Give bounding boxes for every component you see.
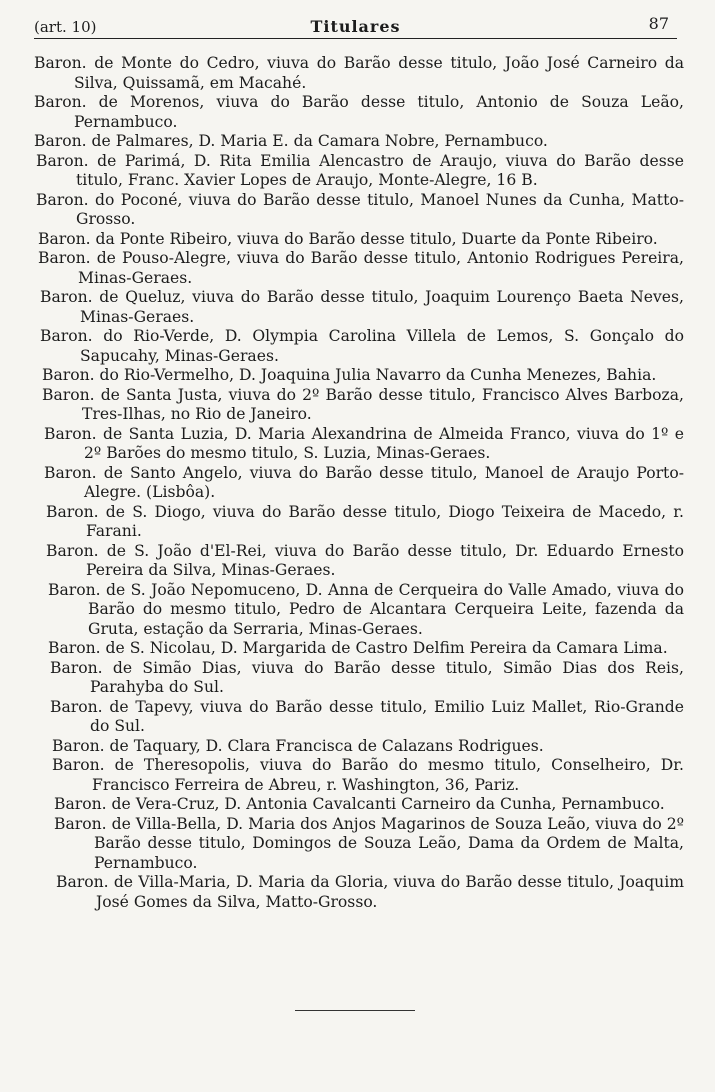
list-item: Baron. de S. João Nepomuceno, D. Anna de Cerqueira do Valle Amado, viuva do Barão do mesmo titulo, Pedro de Alcantara Cerqueira Leite, fazenda da Gruta, estação da Serraria, Minas-Geraes. — [48, 580, 684, 638]
list-item: Baron. de Taquary, D. Clara Francisca de Calazans Rodrigues. — [52, 736, 544, 755]
list-item: Baron. de Vera-Cruz, D. Antonia Cavalcanti Carneiro da Cunha, Pernambuco. — [54, 795, 665, 813]
list-item: Baron. de S. Nicolau, D. Margarida de Castro Delfim Pereira da Camara Lima. — [48, 639, 668, 657]
entry-list — [34, 54, 684, 912]
page-header — [34, 14, 677, 39]
page-title: Titulares — [310, 17, 401, 36]
page-number: 87 — [648, 14, 669, 33]
list-item: Baron. de Simão Dias, viuva do Barão desse titulo, Simão Dias dos Reis, Parahyba do Sul. — [50, 658, 684, 696]
list-item: Baron. de S. Diogo, viuva do Barão desse titulo, Diogo Teixeira de Macedo, r. Farani. — [46, 502, 684, 540]
section-label: (art. 10) — [34, 18, 97, 36]
list-item: Baron. de Queluz, viuva do Barão desse titulo, Joaquim Lourenço Baeta Neves, Minas-Geraes. — [40, 288, 684, 326]
list-item: Baron. de Tapevy, viuva do Barão desse titulo, Emilio Luiz Mallet, Rio-Grande do Sul. — [50, 697, 684, 735]
list-item: Baron. de Santo Angelo, viuva do Barão desse titulo, Manoel de Araujo Porto-Alegre. (Lisbôa). — [44, 463, 684, 501]
list-item: Baron. do Rio-Verde, D. Olympia Carolina Villela de Lemos, S. Gonçalo do Sapucahy, Minas-Geraes. — [40, 327, 684, 365]
list-item: Baron. de Parimá, D. Rita Emilia Alencastro de Araujo, viuva do Barão desse titulo, Franc. Xavier Lopes de Araujo, Monte-Alegre, 16 B. — [36, 151, 684, 189]
list-item: Baron. de Palmares, D. Maria E. da Camara Nobre, Pernambuco. — [34, 132, 548, 150]
list-item: Baron. de Villa-Bella, D. Maria dos Anjos Magarinos de Souza Leão, viuva do 2º Barão desse titulo, Domingos de Souza Leão, Dama da Ordem de Malta, Pernambuco. — [54, 814, 684, 872]
list-item: Baron. de Pouso-Alegre, viuva do Barão desse titulo, Antonio Rodrigues Pereira, Minas-Geraes. — [38, 249, 684, 287]
end-rule — [295, 1010, 415, 1011]
list-item: Baron. do Rio-Vermelho, D. Joaquina Julia Navarro da Cunha Menezes, Bahia. — [42, 366, 657, 384]
list-item: Baron. de Villa-Maria, D. Maria da Gloria, viuva do Barão desse titulo, Joaquim José Gomes da Silva, Matto-Grosso. — [56, 873, 684, 911]
list-item: Baron. de Santa Luzia, D. Maria Alexandrina de Almeida Franco, viuva do 1º e 2º Barões do mesmo titulo, S. Luzia, Minas-Geraes. — [44, 424, 684, 462]
list-item: Baron. da Ponte Ribeiro, viuva do Barão desse titulo, Duarte da Ponte Ribeiro. — [38, 229, 658, 248]
list-item: Baron. de Morenos, viuva do Barão desse titulo, Antonio de Souza Leão, Pernambuco. — [34, 93, 684, 131]
list-item: Baron. de Santa Justa, viuva do 2º Barão desse titulo, Francisco Alves Barboza, Tres-Ilhas, no Rio de Janeiro. — [42, 385, 684, 423]
list-item: Baron. de Theresopolis, viuva do Barão do mesmo titulo, Conselheiro, Dr. Francisco Ferreira de Abreu, r. Washington, 36, Pariz. — [52, 756, 684, 794]
list-item: Baron. de S. João d'El-Rei, viuva do Barão desse titulo, Dr. Eduardo Ernesto Pereira da Silva, Minas-Geraes. — [46, 541, 684, 579]
list-item: Baron. de Monte do Cedro, viuva do Barão desse titulo, João José Carneiro da Silva, Quissamã, em Macahé. — [34, 54, 684, 92]
list-item: Baron. do Poconé, viuva do Barão desse titulo, Manoel Nunes da Cunha, Matto-Grosso. — [36, 190, 684, 228]
